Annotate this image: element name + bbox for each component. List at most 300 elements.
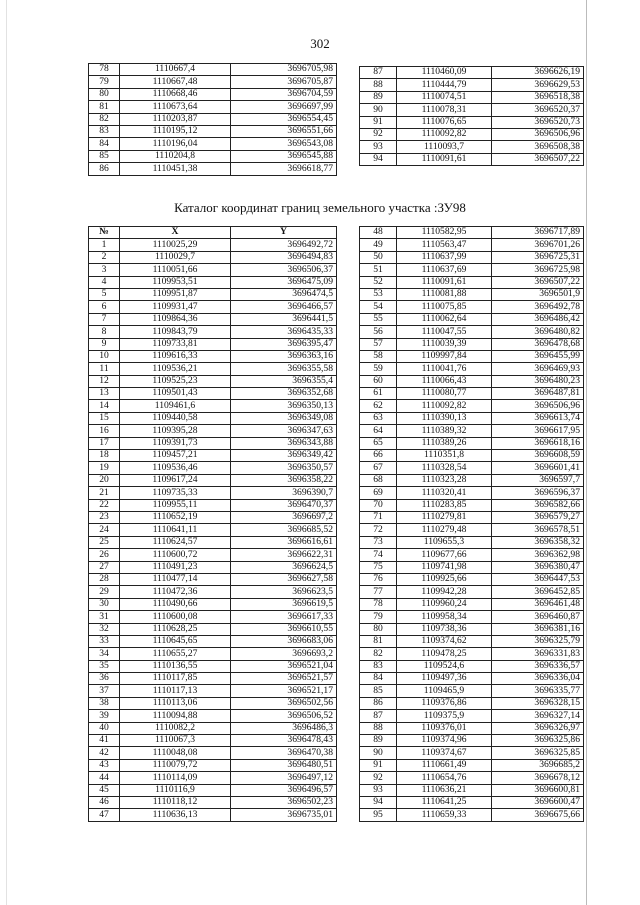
- point-number-cell: 23: [89, 511, 120, 523]
- x-coordinate-cell: 1109457,21: [120, 450, 231, 462]
- table-row: [360, 487, 584, 499]
- y-coordinate-cell: 3696327,14: [492, 710, 584, 722]
- x-coordinate-cell: 1110323,28: [397, 474, 492, 486]
- point-number-cell: 78: [360, 598, 397, 610]
- x-coordinate-cell: 1110600,72: [120, 549, 231, 561]
- point-number-cell: 20: [89, 474, 120, 486]
- y-coordinate-cell: 3696478,68: [492, 338, 584, 350]
- point-number-cell: 68: [360, 474, 397, 486]
- y-coordinate-cell: 3696617,33: [231, 611, 337, 623]
- y-coordinate-cell: 3696470,38: [231, 747, 337, 759]
- y-coordinate-cell: 3696554,45: [231, 113, 337, 125]
- table-row: [89, 685, 337, 697]
- table-row: [89, 598, 337, 610]
- table-row: [89, 412, 337, 424]
- point-number-cell: 29: [89, 586, 120, 598]
- table-row: [360, 301, 584, 313]
- point-number-cell: 62: [360, 400, 397, 412]
- x-coordinate-cell: 1109525,23: [120, 375, 231, 387]
- y-coordinate-cell: 3696543,08: [231, 138, 337, 150]
- table-row: [89, 113, 337, 125]
- y-coordinate-cell: 3696328,15: [492, 697, 584, 709]
- point-number-cell: 93: [360, 784, 397, 796]
- y-coordinate-cell: 3696358,22: [231, 474, 337, 486]
- x-coordinate-cell: 1110078,31: [397, 104, 492, 116]
- y-coordinate-cell: 3696350,13: [231, 400, 337, 412]
- x-coordinate-cell: 1110641,25: [397, 796, 492, 808]
- point-number-cell: 69: [360, 487, 397, 499]
- point-number-cell: 17: [89, 437, 120, 449]
- x-coordinate-cell: 1110472,36: [120, 586, 231, 598]
- x-coordinate-cell: 1110491,23: [120, 561, 231, 573]
- y-coordinate-cell: 3696735,01: [231, 809, 337, 821]
- table-row: [360, 363, 584, 375]
- y-coordinate-cell: 3696520,37: [492, 104, 584, 116]
- y-coordinate-cell: 3696331,83: [492, 648, 584, 660]
- x-coordinate-cell: 1109953,51: [120, 276, 231, 288]
- point-number-cell: 44: [89, 772, 120, 784]
- point-number-cell: 40: [89, 722, 120, 734]
- x-coordinate-cell: 1110582,95: [397, 227, 492, 239]
- table-row: [360, 573, 584, 585]
- table-row: [89, 611, 337, 623]
- table-row: [360, 141, 584, 153]
- point-number-cell: 94: [360, 153, 397, 165]
- point-number-cell: 45: [89, 784, 120, 796]
- table-row: [360, 598, 584, 610]
- x-coordinate-cell: 1109374,67: [397, 747, 492, 759]
- x-coordinate-cell: 1109942,28: [397, 586, 492, 598]
- point-number-cell: 75: [360, 561, 397, 573]
- point-number-cell: 59: [360, 363, 397, 375]
- point-number-cell: 85: [360, 685, 397, 697]
- table-row: [360, 437, 584, 449]
- point-number-cell: 91: [360, 116, 397, 128]
- table-row: [360, 251, 584, 263]
- x-coordinate-cell: 1109677,66: [397, 549, 492, 561]
- table-row: [89, 301, 337, 313]
- x-coordinate-cell: 1109524,6: [397, 660, 492, 672]
- x-coordinate-cell: 1109843,79: [120, 326, 231, 338]
- point-number-cell: 82: [89, 113, 120, 125]
- point-number-cell: 86: [89, 163, 120, 175]
- y-coordinate-cell: 3696626,19: [492, 67, 584, 79]
- table-row: [360, 313, 584, 325]
- table-row: [360, 611, 584, 623]
- table-row: [89, 809, 337, 821]
- table-row: [89, 338, 337, 350]
- x-coordinate-cell: 1110041,76: [397, 363, 492, 375]
- x-coordinate-cell: 1110047,55: [397, 326, 492, 338]
- y-coordinate-cell: 3696578,51: [492, 524, 584, 536]
- y-coordinate-cell: 3696381,16: [492, 623, 584, 635]
- point-number-cell: 16: [89, 425, 120, 437]
- table-row: [360, 462, 584, 474]
- catalog-title: Каталог координат границ земельного участка :ЗУ98: [174, 200, 466, 215]
- point-number-cell: 79: [89, 76, 120, 88]
- x-coordinate-cell: 1109955,11: [120, 499, 231, 511]
- point-number-cell: 85: [89, 150, 120, 162]
- table-row: [360, 350, 584, 362]
- table-row: [89, 747, 337, 759]
- x-coordinate-cell: 1110080,77: [397, 388, 492, 400]
- table-row: [360, 412, 584, 424]
- point-number-cell: 81: [360, 635, 397, 647]
- x-coordinate-cell: 1110113,06: [120, 697, 231, 709]
- y-coordinate-cell: 3696496,57: [231, 784, 337, 796]
- y-coordinate-cell: 3696579,27: [492, 511, 584, 523]
- table-row: [360, 450, 584, 462]
- table-row: [360, 499, 584, 511]
- table-row: [89, 722, 337, 734]
- scan-edge-line: [586, 0, 587, 905]
- y-coordinate-cell: 3696521,17: [231, 685, 337, 697]
- point-number-cell: 6: [89, 301, 120, 313]
- y-coordinate-cell: 3696380,47: [492, 561, 584, 573]
- x-coordinate-cell: 1110390,13: [397, 412, 492, 424]
- y-coordinate-cell: 3696355,58: [231, 363, 337, 375]
- x-coordinate-cell: 1110093,7: [397, 141, 492, 153]
- table-row: [360, 153, 584, 165]
- point-number-cell: 63: [360, 412, 397, 424]
- y-coordinate-cell: 3696618,16: [492, 437, 584, 449]
- column-header-y: Y: [231, 227, 337, 239]
- point-number-cell: 92: [360, 128, 397, 140]
- x-coordinate-cell: 1110659,33: [397, 809, 492, 821]
- x-coordinate-cell: 1110116,9: [120, 784, 231, 796]
- point-number-cell: 81: [89, 101, 120, 113]
- point-number-cell: 80: [89, 88, 120, 100]
- table-row: [360, 635, 584, 647]
- point-number-cell: 87: [360, 67, 397, 79]
- y-coordinate-cell: 3696336,57: [492, 660, 584, 672]
- point-number-cell: 50: [360, 251, 397, 263]
- x-coordinate-cell: 1110637,99: [397, 251, 492, 263]
- point-number-cell: 12: [89, 375, 120, 387]
- y-coordinate-cell: 3696452,85: [492, 586, 584, 598]
- x-coordinate-cell: 1110389,32: [397, 425, 492, 437]
- point-number-cell: 61: [360, 388, 397, 400]
- point-number-cell: 71: [360, 511, 397, 523]
- point-number-cell: 13: [89, 388, 120, 400]
- point-number-cell: 19: [89, 462, 120, 474]
- x-coordinate-cell: 1110081,88: [397, 288, 492, 300]
- table-row: [89, 462, 337, 474]
- point-number-cell: 33: [89, 635, 120, 647]
- y-coordinate-cell: 3696627,58: [231, 573, 337, 585]
- point-number-cell: 73: [360, 536, 397, 548]
- x-coordinate-cell: 1110661,49: [397, 759, 492, 771]
- table-row: [89, 363, 337, 375]
- point-number-cell: 39: [89, 710, 120, 722]
- page-number: 302: [310, 36, 330, 51]
- table-row: [89, 88, 337, 100]
- table-row: [89, 375, 337, 387]
- x-coordinate-cell: 1110075,85: [397, 301, 492, 313]
- point-number-cell: 82: [360, 648, 397, 660]
- x-coordinate-cell: 1110351,8: [397, 450, 492, 462]
- table-body: [89, 64, 337, 176]
- x-coordinate-cell: 1110062,64: [397, 313, 492, 325]
- point-number-cell: 35: [89, 660, 120, 672]
- table-row: [89, 350, 337, 362]
- y-coordinate-cell: 3696349,42: [231, 450, 337, 462]
- x-coordinate-cell: 1110074,51: [397, 91, 492, 103]
- y-coordinate-cell: 3696325,79: [492, 635, 584, 647]
- y-coordinate-cell: 3696725,98: [492, 264, 584, 276]
- table-row: [89, 660, 337, 672]
- table-row: [89, 150, 337, 162]
- y-coordinate-cell: 3696582,66: [492, 499, 584, 511]
- x-coordinate-cell: 1109391,73: [120, 437, 231, 449]
- y-coordinate-cell: 3696486,3: [231, 722, 337, 734]
- table-row: [360, 104, 584, 116]
- y-coordinate-cell: 3696601,41: [492, 462, 584, 474]
- y-coordinate-cell: 3696551,66: [231, 125, 337, 137]
- y-coordinate-cell: 3696629,53: [492, 79, 584, 91]
- table-row: [360, 747, 584, 759]
- table-row: [89, 326, 337, 338]
- table-row: [89, 536, 337, 548]
- point-number-cell: 37: [89, 685, 120, 697]
- x-coordinate-cell: 1110082,2: [120, 722, 231, 734]
- y-coordinate-cell: 3696336,04: [492, 673, 584, 685]
- point-number-cell: 18: [89, 450, 120, 462]
- y-coordinate-cell: 3696507,22: [492, 276, 584, 288]
- x-coordinate-cell: 1110636,13: [120, 809, 231, 821]
- y-coordinate-cell: 3696521,57: [231, 673, 337, 685]
- x-coordinate-cell: 1110673,64: [120, 101, 231, 113]
- point-number-cell: 56: [360, 326, 397, 338]
- column-header-x: X: [120, 227, 231, 239]
- point-number-cell: 70: [360, 499, 397, 511]
- table-row: [89, 313, 337, 325]
- x-coordinate-cell: 1110444,79: [397, 79, 492, 91]
- table-row: [89, 487, 337, 499]
- point-number-cell: 3: [89, 264, 120, 276]
- point-number-cell: 57: [360, 338, 397, 350]
- y-coordinate-cell: 3696325,85: [492, 747, 584, 759]
- y-coordinate-cell: 3696470,37: [231, 499, 337, 511]
- y-coordinate-cell: 3696455,99: [492, 350, 584, 362]
- x-coordinate-cell: 1109997,84: [397, 350, 492, 362]
- x-coordinate-cell: 1110196,04: [120, 138, 231, 150]
- point-number-cell: 15: [89, 412, 120, 424]
- x-coordinate-cell: 1109374,96: [397, 735, 492, 747]
- y-coordinate-cell: 3696478,43: [231, 735, 337, 747]
- y-coordinate-cell: 3696717,89: [492, 227, 584, 239]
- table-row: [89, 125, 337, 137]
- coordinates-table-continued-left: [88, 63, 337, 176]
- x-coordinate-cell: 1110136,55: [120, 660, 231, 672]
- point-number-cell: 30: [89, 598, 120, 610]
- table-row: [360, 128, 584, 140]
- point-number-cell: 31: [89, 611, 120, 623]
- x-coordinate-cell: 1110114,09: [120, 772, 231, 784]
- x-coordinate-cell: 1110477,14: [120, 573, 231, 585]
- table-row: [360, 388, 584, 400]
- x-coordinate-cell: 1109375,9: [397, 710, 492, 722]
- table-row: [89, 388, 337, 400]
- x-coordinate-cell: 1109735,33: [120, 487, 231, 499]
- y-coordinate-cell: 3696610,55: [231, 623, 337, 635]
- point-number-cell: 26: [89, 549, 120, 561]
- table-row: [89, 710, 337, 722]
- y-coordinate-cell: 3696697,2: [231, 511, 337, 523]
- point-number-cell: 90: [360, 104, 397, 116]
- y-coordinate-cell: 3696683,06: [231, 635, 337, 647]
- table-row: [89, 784, 337, 796]
- y-coordinate-cell: 3696518,38: [492, 91, 584, 103]
- point-number-cell: 78: [89, 64, 120, 76]
- point-number-cell: 90: [360, 747, 397, 759]
- x-coordinate-cell: 1109931,47: [120, 301, 231, 313]
- point-number-cell: 14: [89, 400, 120, 412]
- y-coordinate-cell: 3696325,86: [492, 735, 584, 747]
- y-coordinate-cell: 3696506,96: [492, 128, 584, 140]
- y-coordinate-cell: 3696704,59: [231, 88, 337, 100]
- y-coordinate-cell: 3696608,59: [492, 450, 584, 462]
- y-coordinate-cell: 3696358,32: [492, 536, 584, 548]
- y-coordinate-cell: 3696492,72: [231, 239, 337, 251]
- y-coordinate-cell: 3696486,42: [492, 313, 584, 325]
- table-row: [360, 710, 584, 722]
- x-coordinate-cell: 1110668,46: [120, 88, 231, 100]
- coordinates-table-continued-right: [359, 66, 584, 166]
- table-body: [89, 239, 337, 821]
- y-coordinate-cell: 3696352,68: [231, 388, 337, 400]
- y-coordinate-cell: 3696326,97: [492, 722, 584, 734]
- x-coordinate-cell: 1110655,27: [120, 648, 231, 660]
- x-coordinate-cell: 1110460,09: [397, 67, 492, 79]
- point-number-cell: 51: [360, 264, 397, 276]
- y-coordinate-cell: 3696466,57: [231, 301, 337, 313]
- table-row: [89, 425, 337, 437]
- y-coordinate-cell: 3696349,08: [231, 412, 337, 424]
- y-coordinate-cell: 3696494,83: [231, 251, 337, 263]
- table-row: [89, 697, 337, 709]
- table-row: [360, 796, 584, 808]
- point-number-cell: 5: [89, 288, 120, 300]
- point-number-cell: 74: [360, 549, 397, 561]
- table-row: [89, 549, 337, 561]
- x-coordinate-cell: 1110628,25: [120, 623, 231, 635]
- y-coordinate-cell: 3696624,5: [231, 561, 337, 573]
- y-coordinate-cell: 3696507,22: [492, 153, 584, 165]
- y-coordinate-cell: 3696480,82: [492, 326, 584, 338]
- table-row: [89, 586, 337, 598]
- point-number-cell: 65: [360, 437, 397, 449]
- point-number-cell: 21: [89, 487, 120, 499]
- table-row: [360, 673, 584, 685]
- point-number-cell: 22: [89, 499, 120, 511]
- point-number-cell: 92: [360, 772, 397, 784]
- table-row: [89, 511, 337, 523]
- x-coordinate-cell: 1109536,46: [120, 462, 231, 474]
- x-coordinate-cell: 1110067,3: [120, 735, 231, 747]
- x-coordinate-cell: 1109738,36: [397, 623, 492, 635]
- y-coordinate-cell: 3696475,09: [231, 276, 337, 288]
- x-coordinate-cell: 1110320,41: [397, 487, 492, 499]
- x-coordinate-cell: 1110279,81: [397, 511, 492, 523]
- table-body: [360, 67, 584, 166]
- point-number-cell: 36: [89, 673, 120, 685]
- x-coordinate-cell: 1109655,3: [397, 536, 492, 548]
- x-coordinate-cell: 1110079,72: [120, 759, 231, 771]
- x-coordinate-cell: 1110117,13: [120, 685, 231, 697]
- table-row: [89, 635, 337, 647]
- x-coordinate-cell: 1110652,19: [120, 511, 231, 523]
- table-row: [360, 697, 584, 709]
- point-number-cell: 94: [360, 796, 397, 808]
- x-coordinate-cell: 1110039,39: [397, 338, 492, 350]
- y-coordinate-cell: 3696685,2: [492, 759, 584, 771]
- y-coordinate-cell: 3696506,37: [231, 264, 337, 276]
- y-coordinate-cell: 3696597,7: [492, 474, 584, 486]
- point-number-cell: 60: [360, 375, 397, 387]
- table-row: [89, 759, 337, 771]
- table-row: [89, 673, 337, 685]
- table-row: [89, 76, 337, 88]
- y-coordinate-cell: 3696501,9: [492, 288, 584, 300]
- y-coordinate-cell: 3696460,87: [492, 611, 584, 623]
- x-coordinate-cell: 1109733,81: [120, 338, 231, 350]
- table-row: [360, 524, 584, 536]
- table-row: [89, 437, 337, 449]
- x-coordinate-cell: 1110092,82: [397, 400, 492, 412]
- x-coordinate-cell: 1110667,48: [120, 76, 231, 88]
- table-row: [89, 450, 337, 462]
- table-row: [360, 474, 584, 486]
- table-row: [89, 138, 337, 150]
- y-coordinate-cell: 3696487,81: [492, 388, 584, 400]
- coordinates-table-left: [88, 226, 337, 822]
- y-coordinate-cell: 3696725,31: [492, 251, 584, 263]
- x-coordinate-cell: 1110118,12: [120, 796, 231, 808]
- coordinates-table-right: [359, 226, 584, 822]
- table-row: [89, 735, 337, 747]
- x-coordinate-cell: 1109376,01: [397, 722, 492, 734]
- point-number-cell: 11: [89, 363, 120, 375]
- y-coordinate-cell: 3696678,12: [492, 772, 584, 784]
- table-row: [360, 264, 584, 276]
- table-row: [360, 67, 584, 79]
- table-row: [89, 623, 337, 635]
- table-row: [360, 536, 584, 548]
- table-row: [360, 91, 584, 103]
- table-row: [89, 796, 337, 808]
- y-coordinate-cell: 3696350,57: [231, 462, 337, 474]
- y-coordinate-cell: 3696469,93: [492, 363, 584, 375]
- y-coordinate-cell: 3696362,98: [492, 549, 584, 561]
- y-coordinate-cell: 3696502,56: [231, 697, 337, 709]
- x-coordinate-cell: 1110490,66: [120, 598, 231, 610]
- point-number-cell: 4: [89, 276, 120, 288]
- table-row: [360, 809, 584, 821]
- point-number-cell: 91: [360, 759, 397, 771]
- point-number-cell: 55: [360, 313, 397, 325]
- point-number-cell: 88: [360, 722, 397, 734]
- y-coordinate-cell: 3696474,5: [231, 288, 337, 300]
- table-row: [360, 79, 584, 91]
- x-coordinate-cell: 1109395,28: [120, 425, 231, 437]
- y-coordinate-cell: 3696480,23: [492, 375, 584, 387]
- table-row: [360, 735, 584, 747]
- table-row: [360, 116, 584, 128]
- point-number-cell: 8: [89, 326, 120, 338]
- point-number-cell: 2: [89, 251, 120, 263]
- table-row: [89, 101, 337, 113]
